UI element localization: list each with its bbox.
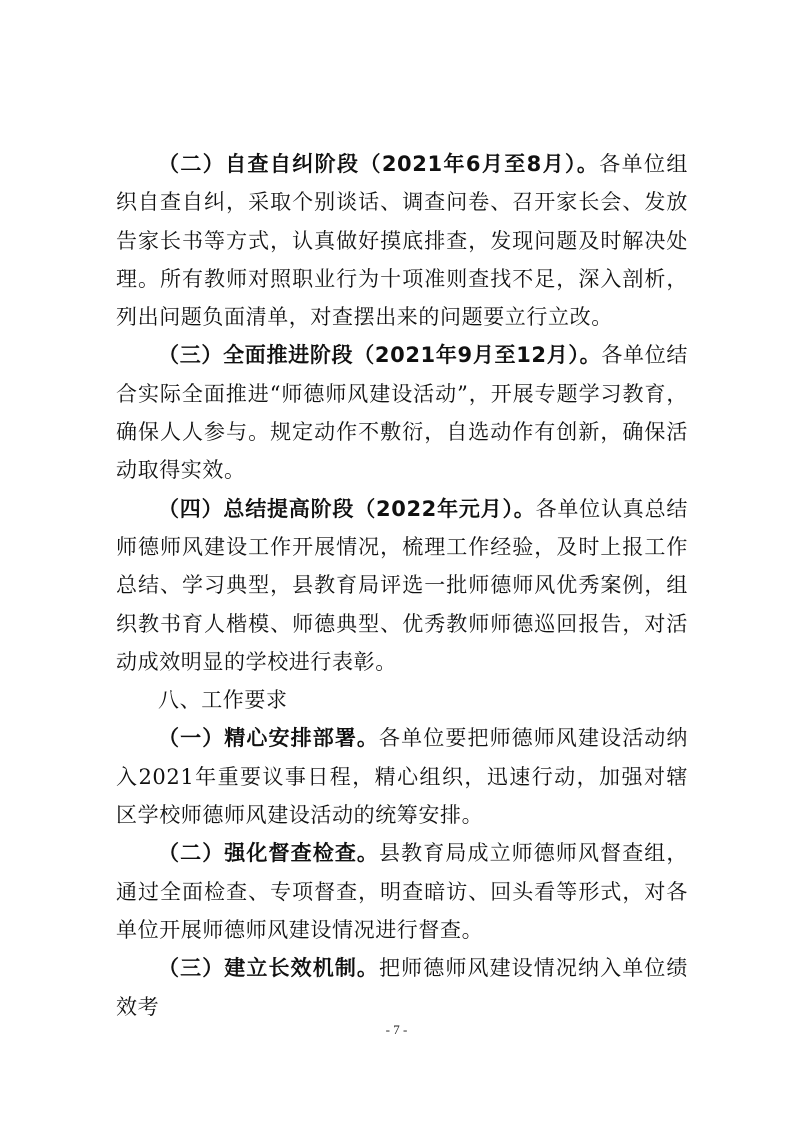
paragraph-lead: （四）总结提高阶段（2022年元月）。 <box>158 496 536 521</box>
requirement-lead: （一）精心安排部署。 <box>158 726 380 751</box>
requirement-inspection <box>116 834 688 949</box>
requirement-lead: （二）强化督查检查。 <box>158 841 380 866</box>
paragraph-lead: （三）全面推进阶段（2021年9月至12月）。 <box>158 343 602 368</box>
body-text <box>116 145 688 1026</box>
section-heading: 八、工作要求 <box>158 688 288 713</box>
requirement-lead: （三）建立长效机制。 <box>158 956 380 981</box>
paragraph-self-check <box>116 145 688 336</box>
page-number: - 7 - <box>385 1022 408 1037</box>
paragraph-summary <box>116 490 688 681</box>
requirement-planning <box>116 719 688 834</box>
paragraph-body: 各单位认真总结师德师风建设工作开展情况，梳理工作经验，及时上报工作总结、学习典型，县教育局评选一批师德师风优秀案例，组织教书育人楷模、师德典型、优秀教师师德巡回报告，对活动成效明显的学校进行表彰。 <box>116 496 688 674</box>
paragraph-body: 各单位结合实际全面推进“师德师风建设活动”，开展专题学习教育，确保人人参与。规定动作不敷衍，自选动作有创新，确保活动取得实效。 <box>116 343 688 483</box>
paragraph-lead: （二）自查自纠阶段（2021年6月至8月）。 <box>158 152 600 176</box>
requirement-body: 各单位要把师德师风建设活动纳入2021年重要议事日程，精心组织，迅速行动，加强对辖区学校师德师风建设活动的统筹安排。 <box>116 726 688 828</box>
requirement-body: 把师德师风建设情况纳入单位绩效考 <box>116 956 688 1019</box>
requirement-body: 县教育局成立师德师风督查组，通过全面检查、专项督查，明查暗访、回头看等形式，对各单位开展师德师风建设情况进行督查。 <box>116 841 688 942</box>
requirement-mechanism <box>116 949 688 1026</box>
paragraph-body: 各单位组织自查自纠，采取个别谈话、调查问卷、召开家长会、发放告家长书等方式，认真做好摸底排查，发现问题及时解决处理。所有教师对照职业行为十项准则查找不足，深入剖析，列出问题负面清单，对查摆出来的问题要立行立改。 <box>116 152 688 330</box>
paragraph-full-promotion <box>116 336 688 489</box>
